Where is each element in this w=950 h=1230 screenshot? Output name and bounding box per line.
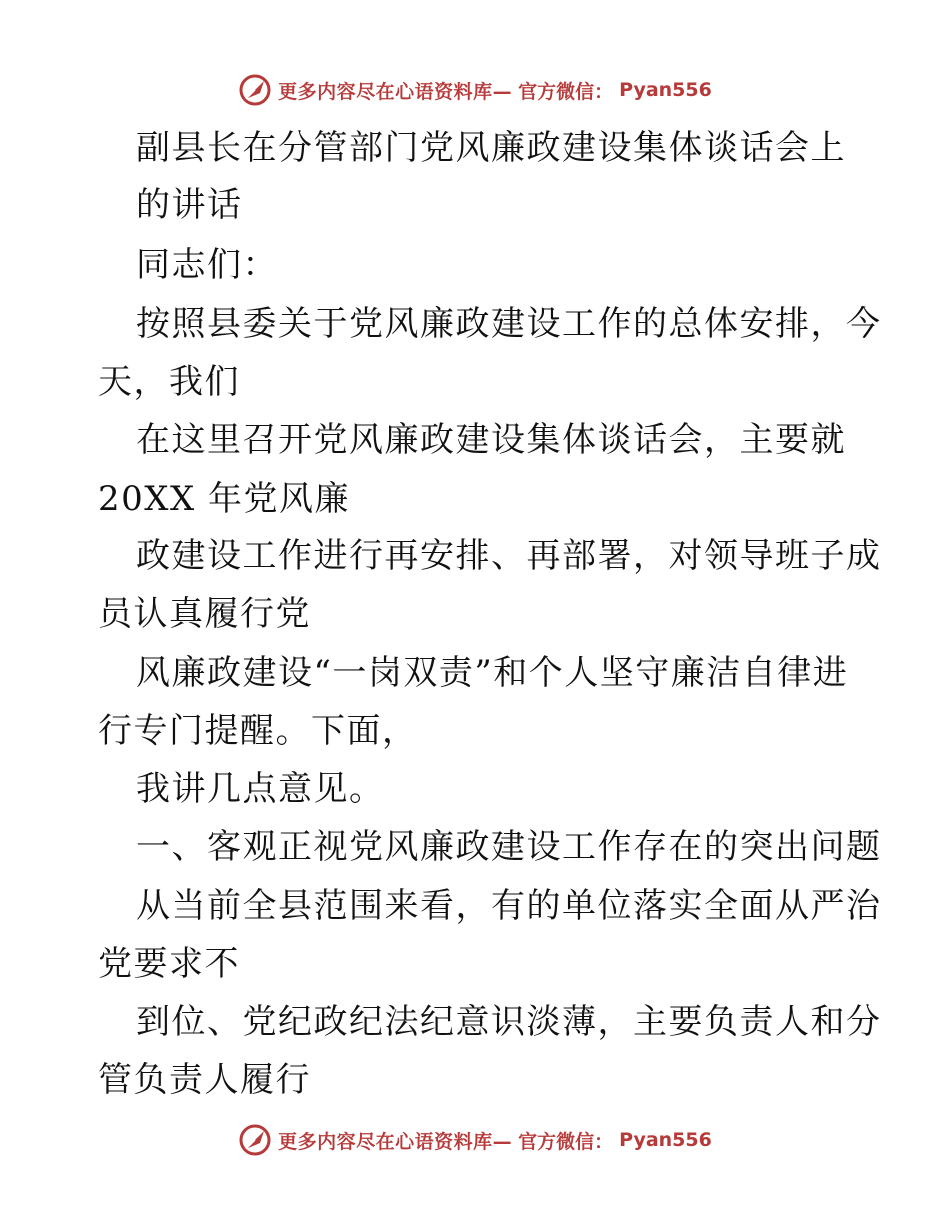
- document-title-line-2: 的讲话: [136, 185, 243, 225]
- banner-site-text: 更多内容尽在心语资料库—: [278, 80, 513, 103]
- paragraph-line: 20XX 年党风廉: [98, 479, 350, 519]
- salutation: 同志们：: [136, 245, 278, 285]
- paragraph-line: 按照县委关于党风廉政建设工作的总体安排，今: [136, 304, 882, 344]
- paragraph-line: 风廉政建设“一岗双责”和个人坚守廉洁自律进: [136, 653, 849, 693]
- banner-wechat-id: Pyan556: [619, 1129, 712, 1151]
- section-heading: 一、客观正视党风廉政建设工作存在的突出问题: [136, 827, 882, 867]
- paragraph-line: 从当前全县范围来看，有的单位落实全面从严治: [136, 886, 882, 926]
- banner-wechat-label: 官方微信：: [518, 1130, 614, 1153]
- paragraph-line: 行专门提醒。下面，: [98, 711, 418, 751]
- banner-wechat-id: Pyan556: [619, 79, 712, 101]
- paragraph-line: 到位、党纪政纪法纪意识淡薄，主要负责人和分: [136, 1002, 882, 1042]
- document-title-line-1: 副县长在分管部门党风廉政建设集体谈话会上: [136, 128, 846, 168]
- quill-logo-icon: [238, 73, 272, 107]
- paragraph-line: 党要求不: [98, 944, 240, 984]
- footer-watermark-banner: [0, 1120, 950, 1160]
- paragraph-line: 政建设工作进行再安排、再部署，对领导班子成: [136, 536, 882, 576]
- paragraph-line: 管负责人履行: [98, 1060, 311, 1100]
- header-watermark-banner: [0, 70, 950, 110]
- paragraph-line: 天，我们: [98, 362, 240, 402]
- paragraph-line: 员认真履行党: [98, 594, 311, 634]
- paragraph-line: 在这里召开党风廉政建设集体谈话会，主要就: [136, 420, 846, 460]
- paragraph-line: 我讲几点意见。: [136, 769, 385, 809]
- banner-wechat-label: 官方微信：: [518, 80, 614, 103]
- banner-site-text: 更多内容尽在心语资料库—: [278, 1130, 513, 1153]
- quill-logo-icon: [238, 1123, 272, 1157]
